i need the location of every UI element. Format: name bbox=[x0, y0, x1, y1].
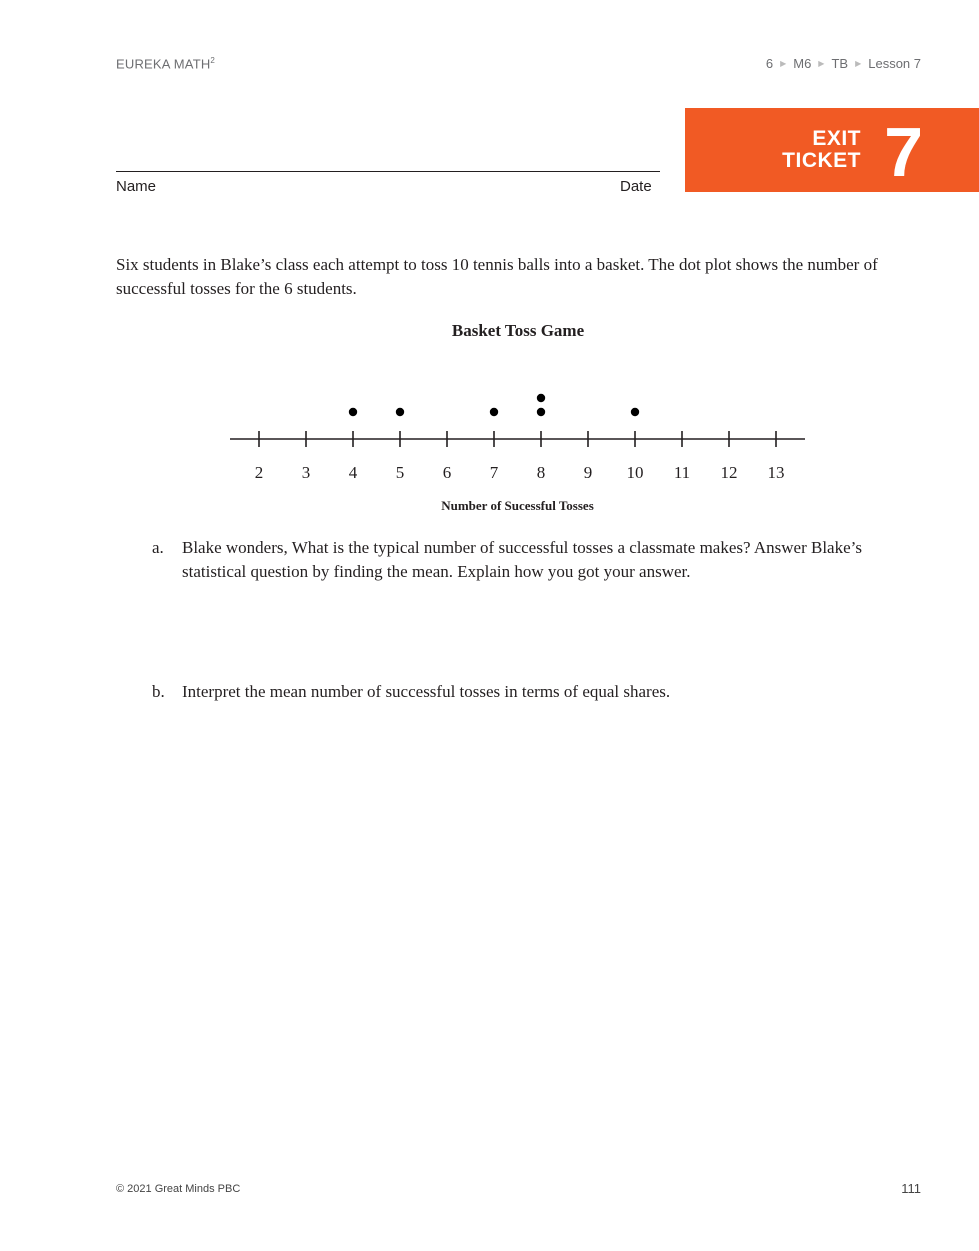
data-dot bbox=[537, 408, 545, 416]
date-label: Date bbox=[620, 178, 652, 195]
data-dots bbox=[349, 394, 639, 416]
breadcrumb-module: M6 bbox=[793, 56, 812, 71]
exit-ticket-line2: TICKET bbox=[782, 149, 861, 172]
tick-label: 10 bbox=[626, 463, 644, 482]
question-b-label: b. bbox=[152, 682, 165, 701]
data-dot bbox=[631, 408, 639, 416]
breadcrumb-separator-icon: ▶ bbox=[780, 59, 787, 68]
exit-ticket-number: 7 bbox=[884, 113, 923, 191]
exit-ticket-line1: EXIT bbox=[812, 127, 861, 150]
copyright: © 2021 Great Minds PBC bbox=[116, 1183, 241, 1195]
tick-label: 7 bbox=[489, 463, 499, 482]
tick-label: 13 bbox=[767, 463, 785, 482]
data-dot bbox=[396, 408, 404, 416]
name-label: Name bbox=[116, 178, 157, 195]
tick-label: 9 bbox=[583, 463, 593, 482]
tick-label: 11 bbox=[673, 463, 691, 482]
brand-superscript: 2 bbox=[210, 56, 216, 65]
tick-label: 8 bbox=[536, 463, 546, 482]
breadcrumb-separator-icon: ▶ bbox=[855, 59, 862, 68]
tick-label: 4 bbox=[348, 463, 358, 482]
tick-label: 3 bbox=[301, 463, 311, 482]
data-dot bbox=[490, 408, 498, 416]
question-b bbox=[152, 680, 928, 704]
question-a-text: Blake wonders, What is the typical number of successful tosses a classmate makes? Answer Blake’s statistical question by finding the mean. Explain how you got your answer. bbox=[182, 538, 862, 581]
tick-label: 2 bbox=[254, 463, 264, 482]
data-dot bbox=[537, 394, 545, 402]
tick-labels bbox=[255, 463, 785, 482]
problem-intro: Six students in Blake’s class each attempt to toss 10 tennis balls into a basket. The dot plot shows the number of successful tosses for the 6 students. bbox=[116, 255, 878, 298]
x-axis-label: Number of Sucessful Tosses bbox=[441, 498, 594, 513]
chart-title: Basket Toss Game bbox=[451, 321, 585, 340]
brand-name: EUREKA MATH bbox=[116, 56, 211, 72]
breadcrumb-lesson: Lesson 7 bbox=[868, 56, 921, 71]
tick-label: 6 bbox=[442, 463, 452, 482]
question-a bbox=[152, 536, 928, 584]
tick-label: 12 bbox=[720, 463, 738, 482]
dot-plot bbox=[0, 0, 979, 530]
breadcrumb-separator-icon: ▶ bbox=[818, 59, 825, 68]
question-b-text: Interpret the mean number of successful tosses in terms of equal shares. bbox=[182, 682, 671, 701]
data-dot bbox=[349, 408, 357, 416]
question-a-label: a. bbox=[152, 538, 164, 557]
page-number: 111 bbox=[901, 1181, 921, 1196]
breadcrumb-book: TB bbox=[831, 56, 849, 71]
breadcrumb-grade: 6 bbox=[765, 56, 774, 71]
tick-label: 5 bbox=[395, 463, 405, 482]
